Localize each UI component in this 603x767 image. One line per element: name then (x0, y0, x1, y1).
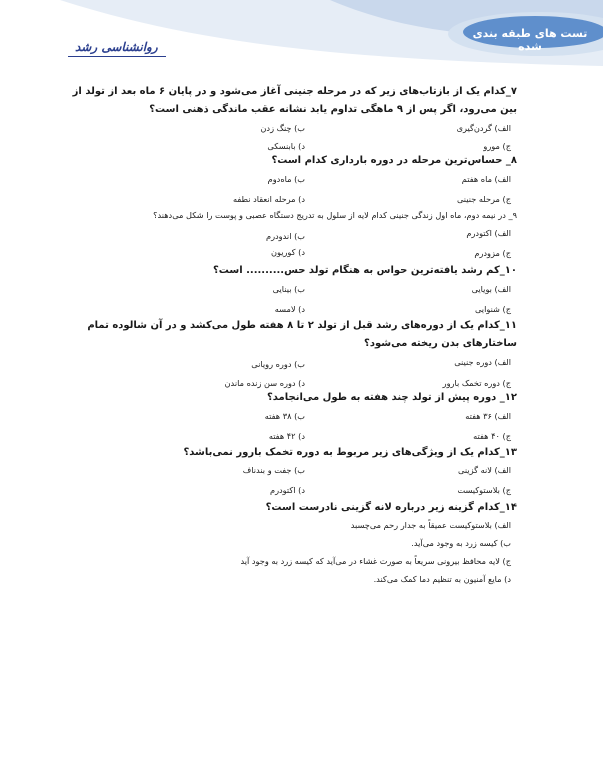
question-9-line1: ۹_ در نیمه دوم، ماه اول زندگی جنینی کدام لایه از سلول به تدریج دستگاه عصبی و پوست را شکل می‌دهند؟ (153, 210, 517, 220)
q11-option-b[interactable]: ب) دوره رویانی (251, 359, 305, 369)
question-8-line1: ۸_ حساس‌ترین مرحله در دوره بارداری کدام است؟ (271, 155, 517, 166)
question-13-line1: ۱۳_کدام یک از ویژگی‌های زیر مربوط به دوره تخمک بارور نمی‌باشد؟ (183, 447, 517, 458)
q11-option-a[interactable]: الف) دوره جنینی (454, 357, 511, 367)
q8-option-a[interactable]: الف) ماه هفتم (461, 174, 511, 184)
q12-option-b[interactable]: ب) ۳۸ هفته (264, 411, 305, 421)
q11-option-c[interactable]: ج) دوره تخمک بارور (442, 378, 511, 388)
q9-option-d[interactable]: د) کوریون (270, 247, 305, 257)
question-12-line1: ۱۲_ دوره پیش از تولد چند هفته به طول می‌انجامد؟ (266, 392, 517, 403)
question-14-line1: ۱۴_کدام گزینه زیر درباره لانه گزینی نادرست است؟ (265, 502, 517, 513)
question-7-line2: بین می‌رود، اگر پس از ۹ ماهگی تداوم یابد نشانه عقب ماندگی ذهنی است؟ (149, 104, 517, 115)
subject-title: روانشناسی رشد (75, 40, 158, 54)
question-7-line1: ۷_کدام یک از بازتاب‌های زیر که در مرحله جنینی آغاز می‌شود و در پایان ۶ ماه بعد از تولد از (72, 86, 517, 97)
q10-option-d[interactable]: د) لامسه (274, 304, 305, 314)
q8-option-b[interactable]: ب) ماه‌دوم (267, 174, 305, 184)
q7-option-d[interactable]: د) بابنسکی (267, 141, 305, 151)
question-10-line1: ۱۰_کم رشد یافته‌ترین حواس به هنگام تولد حس.......... است؟ (212, 265, 517, 276)
q13-option-c[interactable]: ج) بلاستوکیست (457, 485, 511, 495)
q8-option-c[interactable]: ج) مرحله جنینی (456, 194, 511, 204)
header-title: تست های طبقه بندی شده (472, 27, 588, 53)
q7-option-b[interactable]: ب) چنگ زدن (260, 123, 305, 133)
q9-option-c[interactable]: ج) مزودرم (474, 248, 511, 258)
question-11-line2: ساختارهای بدن ریخته می‌شود؟ (364, 338, 517, 349)
q14-option-c[interactable]: ج) لایه محافظ بیرونی سریعاً به صورت غشاء در می‌آید که کیسه زرد به وجود آید (240, 556, 511, 566)
q13-option-b[interactable]: ب) جفت و بندناف (242, 465, 305, 475)
q10-option-a[interactable]: الف) بویایی (471, 284, 511, 294)
q9-option-a[interactable]: الف) اکتودرم (466, 228, 511, 238)
q11-option-d[interactable]: د) دوره سن زنده ماندن (224, 378, 305, 388)
q14-option-b[interactable]: ب) کیسه زرد به وجود می‌آید. (411, 538, 511, 548)
q14-option-a[interactable]: الف) بلاستوکیست عمیقاً به جدار رحم می‌چسبد (350, 520, 511, 530)
q7-option-a[interactable]: الف) گردن‌گیری (456, 123, 511, 133)
q10-option-b[interactable]: ب) بینایی (272, 284, 305, 294)
q13-option-d[interactable]: د) اکتودرم (270, 485, 305, 495)
q7-option-c[interactable]: ج) مورو (483, 141, 511, 151)
q13-option-a[interactable]: الف) لانه گزینی (458, 465, 511, 475)
q9-option-b[interactable]: ب) اندودرم (266, 231, 305, 241)
q14-option-d[interactable]: د) مایع آمنیون به تنظیم دما کمک می‌کند. (373, 574, 511, 584)
q12-option-d[interactable]: د) ۴۲ هفته (268, 431, 305, 441)
q12-option-c[interactable]: ج) ۴۰ هفته (473, 431, 511, 441)
q8-option-d[interactable]: د) مرحله انعقاد نطفه (232, 194, 305, 204)
q12-option-a[interactable]: الف) ۳۶ هفته (465, 411, 511, 421)
q10-option-c[interactable]: ج) شنوایی (474, 304, 511, 314)
question-11-line1: ۱۱_کدام یک از دوره‌های رشد قبل از تولد ۲ تا ۸ هفته طول می‌کشد و در آن شالوده تمام (87, 320, 517, 331)
